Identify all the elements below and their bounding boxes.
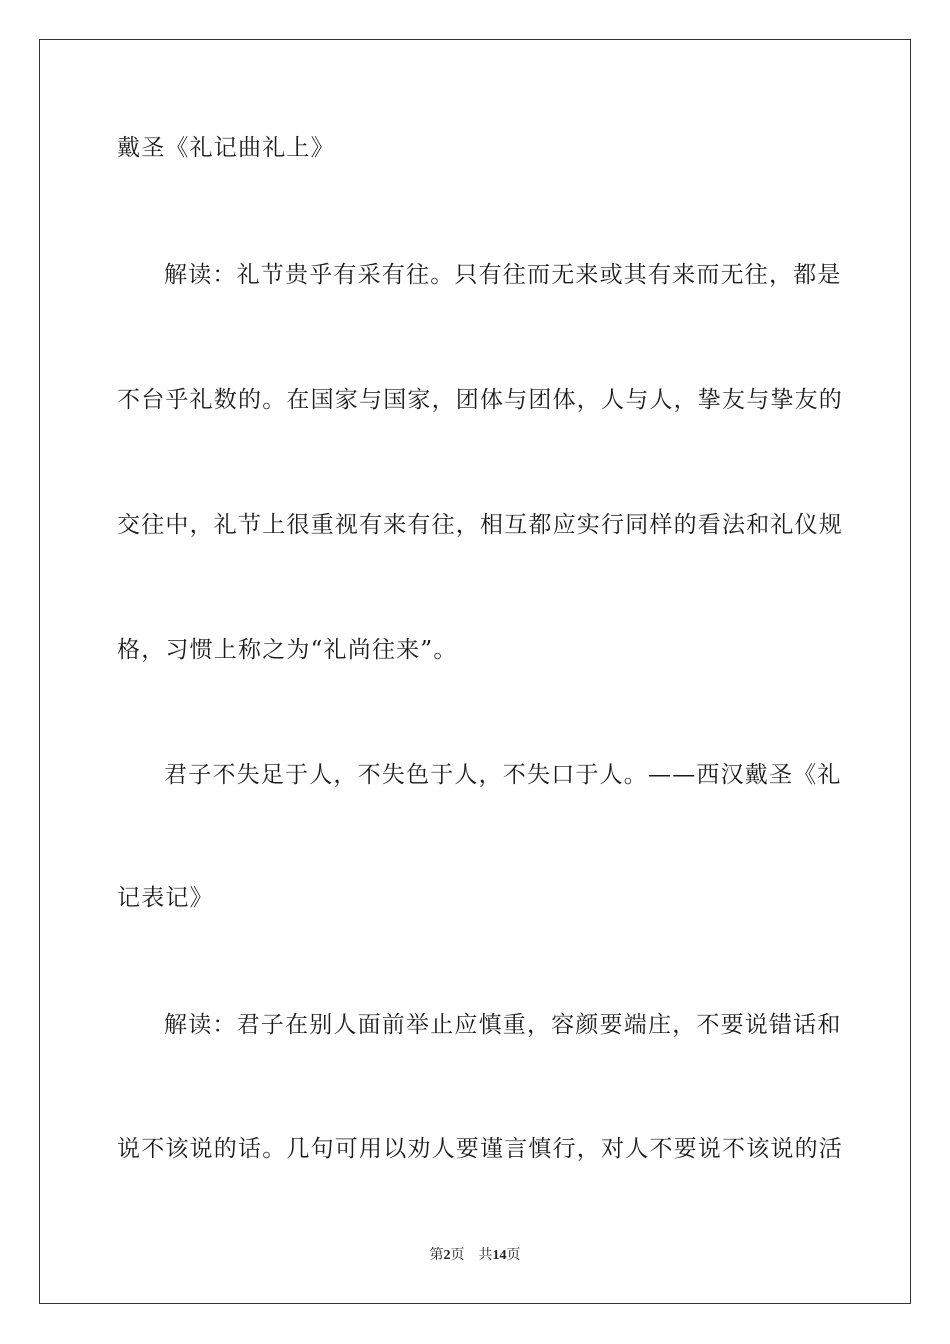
text-line-5: 格，习惯上称之为“礼尚往来”。 (117, 637, 458, 663)
text-line-4: 交往中，礼节上很重视有来有往，相互都应实行同样的看法和礼仪规 (117, 512, 843, 538)
text-line-8: 解读：君子在别人面前举止应慎重，容颜要端庄，不要说错话和 (164, 1012, 842, 1038)
page-border (39, 39, 911, 1304)
total-suffix: 页 (506, 1248, 521, 1263)
text-line-3: 不台乎礼数的。在国家与国家，团体与团体，人与人，挚友与挚友的 (117, 387, 843, 413)
page-prefix: 第 (429, 1248, 444, 1263)
page-footer (0, 1247, 950, 1265)
text-line-7: 记表记》 (117, 885, 214, 911)
total-prefix: 共 (478, 1248, 493, 1263)
text-line-2: 解读：礼节贵乎有采有往。只有往而无来或其有来而无往，都是 (164, 262, 842, 288)
text-line-1: 戴圣《礼记曲礼上》 (117, 135, 335, 161)
page-suffix: 页 (450, 1248, 465, 1263)
total-pages: 14 (492, 1248, 507, 1263)
text-line-9: 说不该说的话。几句可用以劝人要谨言慎行，对人不要说不该说的活 (117, 1136, 843, 1162)
text-line-6: 君子不失足于人，不失色于人，不失口于人。——西汉戴圣《礼 (164, 762, 842, 788)
page-number: 2 (443, 1248, 451, 1263)
